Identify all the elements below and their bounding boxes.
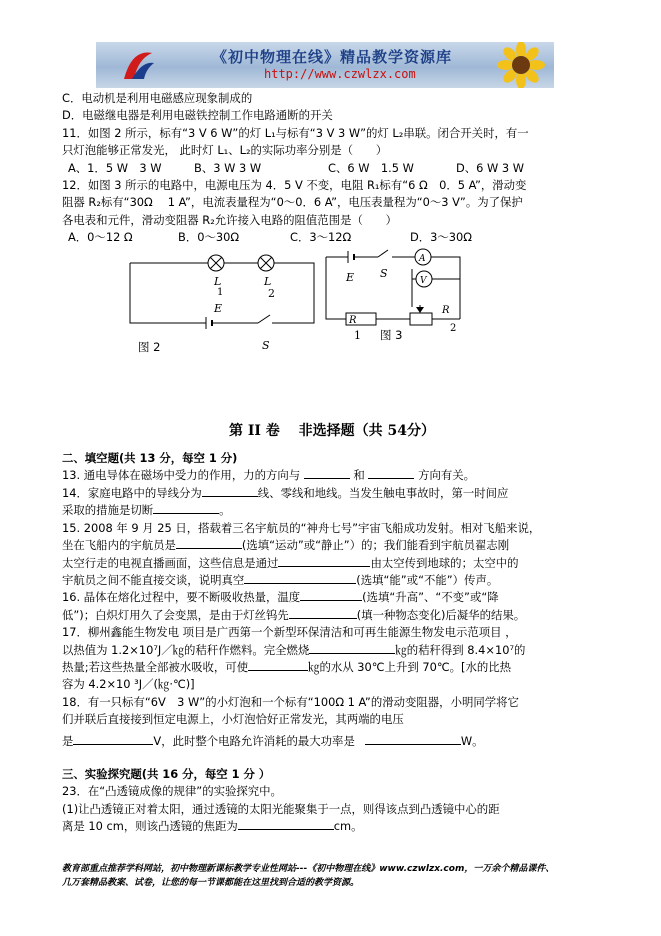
footer-line-2: 几万套精品教案、试卷，让您的每一节课都能在这里找到合适的教学资源。 [62,878,360,888]
q15-blank-2[interactable] [278,555,370,567]
q12-options [62,229,602,246]
fig3-label-r2: R [442,304,450,316]
q15-text-1: 15. 2008 年 9 月 25 日，搭载着三名宇航员的“神舟七号”宇宙飞船成功发射。相对飞船来说， [62,520,541,535]
q11-options [62,160,602,177]
q17-text-1: 17．柳州鑫能生物发电 项目是广西第一个新型环保清洁和可再生能源生物发电示范项目 ， [62,625,517,640]
q15-line3 [62,555,602,572]
figures [62,247,602,403]
fig2-label-switch: S [262,338,270,352]
fig2-label-l2-sub: 2 [268,286,275,300]
sunflower-icon [490,42,552,88]
q14-blank-2[interactable] [153,502,219,514]
q12-option-c: C．3～12Ω [290,230,352,245]
q13-text-end: 方向有关。 [418,468,476,483]
q18-blank-1[interactable] [73,733,153,745]
q17-text-2: 以热值为 1.2×10⁷J／㎏的秸秆作燃料。完全燃烧 [62,642,310,657]
banner-title: 《初中物理在线》精品教学资源库 [212,48,453,66]
q18-text-4: V，此时整个电路允许消耗的最大功率是 [153,733,355,748]
q15-text-4: 太空行走的电视直播画面，这些信息是通过 [62,555,279,570]
q13-text-and: 和 [353,468,365,483]
fig3-label-battery: E [346,270,355,284]
q17-text-6: 容为 4.2×10 ³J／(㎏·℃)] [62,677,195,692]
figure-3-circuit [320,247,470,345]
fig3-caption: 图 3 [380,327,403,342]
q16-text-3: 低”)；白炽灯用久了会变黑，是由于灯丝钨先 [62,607,289,622]
q16-blank-2[interactable] [289,607,357,619]
q12-text-1: 12．如图 3 所示的电路中，电源电压为 4．5 V 不变，电阻 R₁标有“6 Ω 0．5 A”，滑动变 [62,178,527,193]
q13 [62,467,602,484]
q11-option-d: D、6 W 3 W [456,160,525,175]
q18-text-1: 18．有一只标有“6V 3 W”的小灯泡和一个标有“100Ω 1 A”的滑动变阻器，小明同学将它 [62,694,519,709]
fig2-label-l2: L [264,274,272,288]
q15-text-3: (选填“运动”或“静止”）的；我们能看到宇航员翟志刚 [241,538,510,553]
q15-blank-1[interactable] [176,537,242,549]
q18-text-2: 们并联后直接接到恒定电源上，小灯泡恰好正常发光，其两端的电压 [62,712,404,727]
q17-blank-2[interactable] [248,659,308,671]
q17-text-4: 热量;若这些热量全部被水吸收，可使 [62,659,249,674]
fig3-label-switch: S [380,266,388,280]
header-banner [96,42,554,88]
q16-line1 [62,589,602,606]
banner-url[interactable]: http://www.czwlzx.com [264,67,416,81]
q11-text-2: 只灯泡能够正常发光， 此时灯 L₁、L₂的实际功率分别是（ ） [62,143,388,158]
q15-line4 [62,572,602,589]
part-2-title: 第 II 卷 非选择题（共 54分） [228,422,436,439]
q15-text-7: (选填“能”或“不能”）传声。 [356,572,499,587]
q17-text-5: ㎏的水从 30℃上升到 70℃。[水的比热 [308,659,512,674]
q23-text-3: 离是 10 cm，则该凸透镜的焦距为 [62,819,238,834]
q23-line3 [62,818,602,835]
fig3-label-r2-sub: 2 [450,322,457,334]
logo-icon [118,45,158,85]
fig2-label-battery: E [214,301,223,315]
q23-blank-1[interactable] [238,818,334,830]
q14-text-2: 线、零线和地线。当发生触电事故时，第一时间应 [257,485,509,500]
q18-text-3: 是 [62,733,74,748]
q16-text-1: 16. 晶体在熔化过程中，要不断吸收热量，温度 [62,590,301,605]
q17-line3 [62,659,602,676]
footer-line-1: 教育部重点推荐学科网站，初中物理新课标教学专业性网站---《初中物理在线》www.czwlzx.com，一万余个精品课件、 [62,864,555,874]
q23-text-1: 23．在“凸透镜成像的规律”的实验探究中。 [62,784,282,799]
q13-text: 13. 通电导体在磁场中受力的作用，力的方向与 [62,468,301,483]
q23-text-2: (1)让凸透镜正对着太阳，通过透镜的太阳光能聚集于一点，则得该点到凸透镜中心的距 [62,801,500,816]
fig3-label-r1: R [349,314,357,326]
q14-text: 14．家庭电路中的导线分为 [62,485,202,500]
q11-option-c: C、6 W 1.5 W [328,160,414,175]
q17-blank-1[interactable] [309,642,395,654]
section-3-heading: 三、实验探究题(共 16 分，每空 1 分 ） [62,766,271,781]
fig2-label-l1-sub: 1 [217,286,224,298]
q15-text-5: 由太空传到地球的；太空中的 [370,555,519,570]
q16-blank-1[interactable] [300,589,362,601]
q12-text-3: 各电表和元件，滑动变阻器 R₂允许接入电路的阻值范围是（ ） [62,212,398,227]
q15-text-2: 坐在飞船内的宇航员是 [62,538,176,553]
q16-line2 [62,607,602,624]
q14 [62,485,602,502]
fig2-caption: 图 2 [138,339,161,354]
q23-text-4: cm。 [333,819,363,834]
q18-line3 [62,733,602,750]
q14-line2 [62,502,602,519]
q10-option-c: C．电动机是利用电磁感应现象制成的 [62,91,253,105]
page-footer [62,862,602,890]
q11-option-b: B、3 W 3 W [194,160,262,175]
document-body [62,90,602,836]
q11-text-1: 11．如图 2 所示，标有“3 V 6 W”的灯 L₁与标有“3 V 3 W”的灯 L₂串联。闭合开关时，有一 [62,125,529,140]
q18-blank-2[interactable] [365,733,461,745]
q15-blank-3[interactable] [244,572,356,584]
q17-line2 [62,642,602,659]
q12-option-b: B．0～30Ω [178,230,240,245]
figure-2-circuit [122,249,322,357]
q14-text-3: 采取的措施是切断 [62,503,154,518]
fig3-label-r1-sub: 1 [354,328,361,342]
q18-text-5: W。 [460,733,484,748]
fig3-ammeter-label: A [419,253,426,264]
q14-blank-1[interactable] [202,485,258,497]
q14-text-end: 。 [219,503,231,518]
q11-option-a: A、1．5 W 3 W [68,160,162,175]
q16-text-4: (填一种物态变化)后凝华的结果。 [356,607,526,622]
q13-blank-2[interactable] [368,467,414,479]
q13-blank-1[interactable] [304,467,350,479]
q16-text-2: (选填“升高”、“不变”或“降 [362,590,499,605]
q15-text-6: 宇航员之间不能直接交谈，说明真空 [62,572,245,587]
fig3-voltmeter-label: V [420,275,427,286]
fig2-label-l1: L [214,274,222,288]
section-2-heading: 二、填空题(共 13 分，每空 1 分) [62,451,238,466]
q10-option-d: D．电磁继电器是利用电磁铁控制工作电路通断的开关 [62,108,333,123]
q12-option-a: A．0～12 Ω [68,230,133,245]
q15-line2 [62,537,602,554]
q17-text-3: ㎏的秸秆得到 8.4×10⁷的 [395,642,526,657]
q12-option-d: D．3～30Ω [410,230,472,245]
q12-text-2: 阻器 R₂标有“30Ω 1 A”，电流表量程为“0～0．6 A”，电压表量程为“0～3 V”。为了保护 [62,195,523,210]
